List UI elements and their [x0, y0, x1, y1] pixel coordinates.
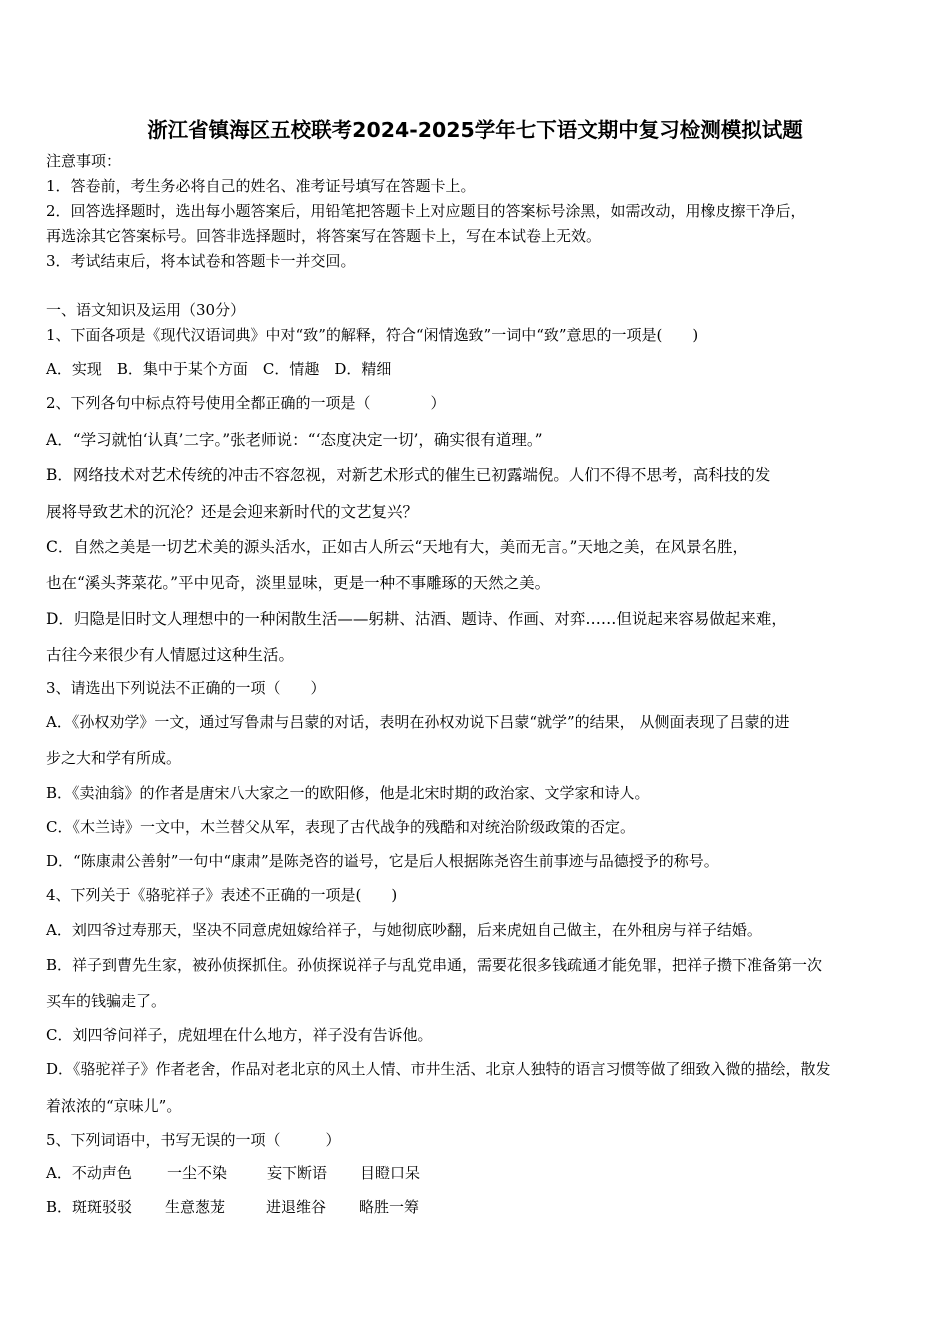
q3-option-d: D．“陈康肃公善射”一句中“康肃”是陈尧咨的谥号，它是后人根据陈尧咨生前事迹与品德授予的称号。 [46, 852, 719, 870]
q3-option-c: C．《木兰诗》一文中，木兰替父从军，表现了古代战争的残酷和对统治阶级政策的否定。 [46, 818, 635, 836]
q4-option-b-line1: B．祥子到曹先生家，被孙侦探抓住。孙侦探说祥子与乱党串通，需要花很多钱疏通才能免罪，把祥子攒下准备第一次 [46, 956, 823, 974]
q4-option-d-line2: 着浓浓的“京味儿”。 [46, 1097, 182, 1115]
q5-option-a [46, 1163, 420, 1183]
q4-option-a: A．刘四爷过寿那天，坚决不同意虎妞嫁给祥子，与她彻底吵翻，后来虎妞自己做主，在外租房与祥子结婚。 [46, 921, 762, 939]
q2-option-c-line1: C．自然之美是一切艺术美的源头活水，正如古人所云“天地有大，美而无言。”天地之美，在风景名胜， [46, 538, 748, 556]
q5-b-word-4: 略胜一筹 [359, 1198, 420, 1216]
q3-option-a-line2: 步之大和学有所成。 [46, 749, 182, 767]
q5-b-word-1: B．斑斑驳驳 [46, 1198, 133, 1216]
q5-a-word-1: A．不动声色 [46, 1164, 132, 1182]
q3-option-a-line1: A．《孙权劝学》一文，通过写鲁肃与吕蒙的对话，表明在孙权劝说下吕蒙“就学”的结果， 从侧面表现了吕蒙的进 [46, 713, 790, 731]
q5-a-word-4: 目瞪口呆 [360, 1164, 421, 1182]
page-title: 浙江省镇海区五校联考2024-2025学年七下语文期中复习检测模拟试题 [147, 118, 803, 142]
section-heading: 一、语文知识及运用（30分） [46, 301, 246, 319]
note-3: 3．考试结束后，将本试卷和答题卡一并交回。 [46, 252, 356, 270]
q3-option-b: B．《卖油翁》的作者是唐宋八大家之一的欧阳修，他是北宋时期的政治家、文学家和诗人。 [46, 784, 650, 802]
q5-a-word-3: 妄下断语 [267, 1164, 328, 1182]
q2-option-d-line1: D．归隐是旧时文人理想中的一种闲散生活——躬耕、沽酒、题诗、作画、对弈……但说起来容易做起来难， [46, 610, 787, 628]
q2-option-d-line2: 古往今来很少有人情愿过这种生活。 [46, 646, 295, 664]
note-1: 1．答卷前，考生务必将自己的姓名、准考证号填写在答题卡上。 [46, 177, 476, 195]
notes-heading: 注意事项： [46, 152, 122, 170]
q4-option-c: C．刘四爷问祥子，虎妞埋在什么地方，祥子没有告诉他。 [46, 1026, 433, 1044]
note-2b: 再选涂其它答案标号。回答非选择题时，将答案写在答题卡上，写在本试卷上无效。 [46, 227, 602, 245]
note-2a: 2．回答选择题时，选出每小题答案后，用铅笔把答题卡上对应题目的答案标号涂黑，如需改动，用橡皮擦干净后， [46, 202, 806, 220]
q1-stem: 1、下面各项是《现代汉语词典》中对“致”的解释，符合“闲情逸致”一词中“致”意思的一项是( ) [46, 326, 699, 344]
q5-stem: 5、下列词语中，书写无误的一项（ ） [46, 1131, 341, 1149]
q5-b-word-3: 进退维谷 [266, 1198, 327, 1216]
q2-option-b-line1: B．网络技术对艺术传统的冲击不容忽视，对新艺术形式的催生已初露端倪。人们不得不思考，高科技的发 [46, 466, 771, 484]
q5-b-word-2: 生意葱茏 [165, 1198, 226, 1216]
q2-stem: 2、下列各句中标点符号使用全都正确的一项是（ ） [46, 394, 446, 412]
q1-options: A．实现 B．集中于某个方面 C．情趣 D．精细 [46, 360, 392, 378]
q4-option-d-line1: D．《骆驼祥子》作者老舍，作品对老北京的风土人情、市井生活、北京人独特的语言习惯等做了细致入微的描绘，散发 [46, 1060, 831, 1078]
q4-stem: 4、下列关于《骆驼祥子》表述不正确的一项是( ) [46, 886, 398, 904]
q2-option-b-line2: 展将导致艺术的沉沦？还是会迎来新时代的文艺复兴？ [46, 503, 419, 521]
q2-option-a: A．“学习就怕‘认真’二字。”张老师说：“‘态度决定一切’，确实很有道理。” [46, 431, 543, 449]
q3-stem: 3、请选出下列说法不正确的一项（ ） [46, 679, 326, 697]
q5-a-word-2: 一尘不染 [167, 1164, 228, 1182]
q5-option-b [46, 1197, 419, 1217]
q4-option-b-line2: 买车的钱骗走了。 [46, 992, 167, 1010]
q2-option-c-line2: 也在“溪头荠菜花。”平中见奇，淡里显味，更是一种不事雕琢的天然之美。 [46, 574, 551, 592]
